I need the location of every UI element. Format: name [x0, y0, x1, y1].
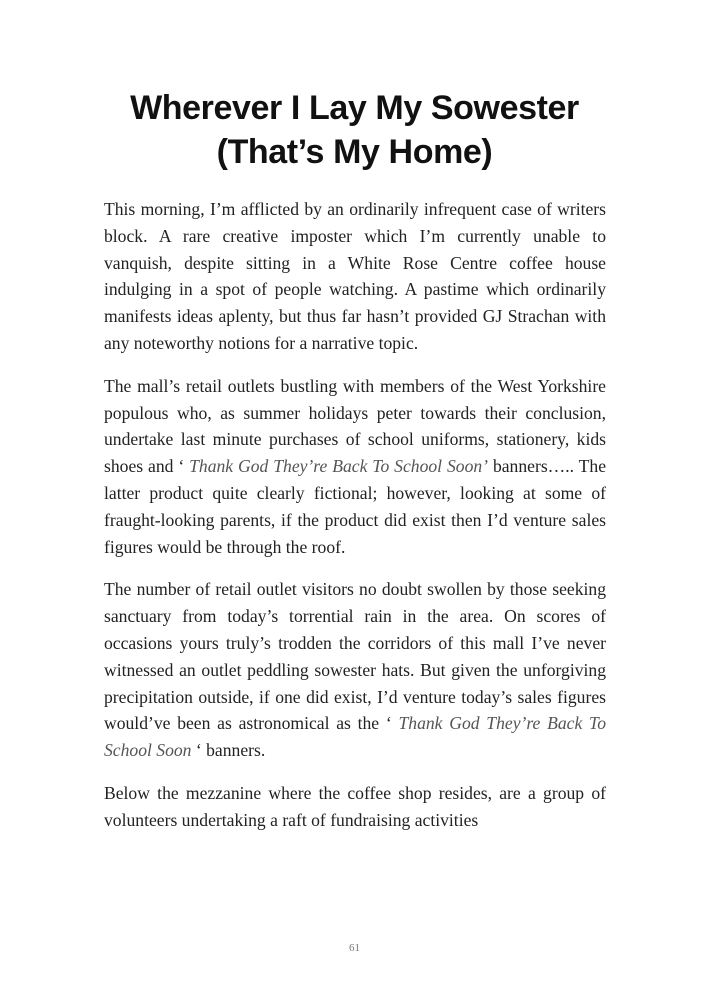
- paragraph-3: [104, 576, 606, 764]
- chapter-title: [60, 86, 649, 174]
- paragraph-3-text-end: ‘ banners.: [191, 740, 266, 761]
- paragraph-4: Below the mezzanine where the coffee shop resides, are a group of volunteers undertaking a raft of fundraising activities: [104, 782, 606, 830]
- paragraph-3-text-start: The number of retail outlet visitors no doubt swollen by those seeking sanctuary from today’s torrential rain in the area. On scores of occasions yours truly’s trodden the corridors of this mall I’ve never witnessed an outlet peddling sowester hats. But given the unforgiving precipitation outside, if one did exist, I’d venture today’s sales figures would’ve been as astronomical as the ‘: [104, 579, 606, 734]
- paragraph-2: [104, 373, 606, 561]
- paragraph-1: This morning, I’m afflicted by an ordinarily infrequent case of writers block. A rare creative imposter which I’m currently unable to vanquish, despite sitting in a White Rose Centre coffee house indulging in a spot of people watching. A pastime which ordinarily manifests ideas aplenty, but thus far hasn’t provided GJ Strachan with any noteworthy notions for a narrative topic.: [104, 199, 606, 353]
- paragraph-2-text-end: banners….. The latter product quite clearly fictional; however, looking at some of fraught-looking parents, if the product did exist then I’d venture sales figures would be through the roof.: [104, 456, 607, 557]
- page-number: 61: [349, 942, 360, 954]
- chapter-title-line-1: Wherever I Lay My Sowester: [130, 89, 579, 127]
- chapter-body: [104, 196, 606, 850]
- paragraph-2-text-start: The mall’s retail outlets bustling with members of the West Yorkshire populous who, as summer holidays peter towards their conclusion, undertake last minute purchases of school uniforms, stationery, kids shoes and ‘: [104, 375, 606, 477]
- paragraph-3-italic-banner: Thank God They’re Back To School Soon: [104, 713, 607, 761]
- paragraph-2-italic-banner: Thank God They’re Back To School Soon’: [184, 456, 489, 477]
- chapter-title-line-2: (That’s My Home): [216, 133, 493, 171]
